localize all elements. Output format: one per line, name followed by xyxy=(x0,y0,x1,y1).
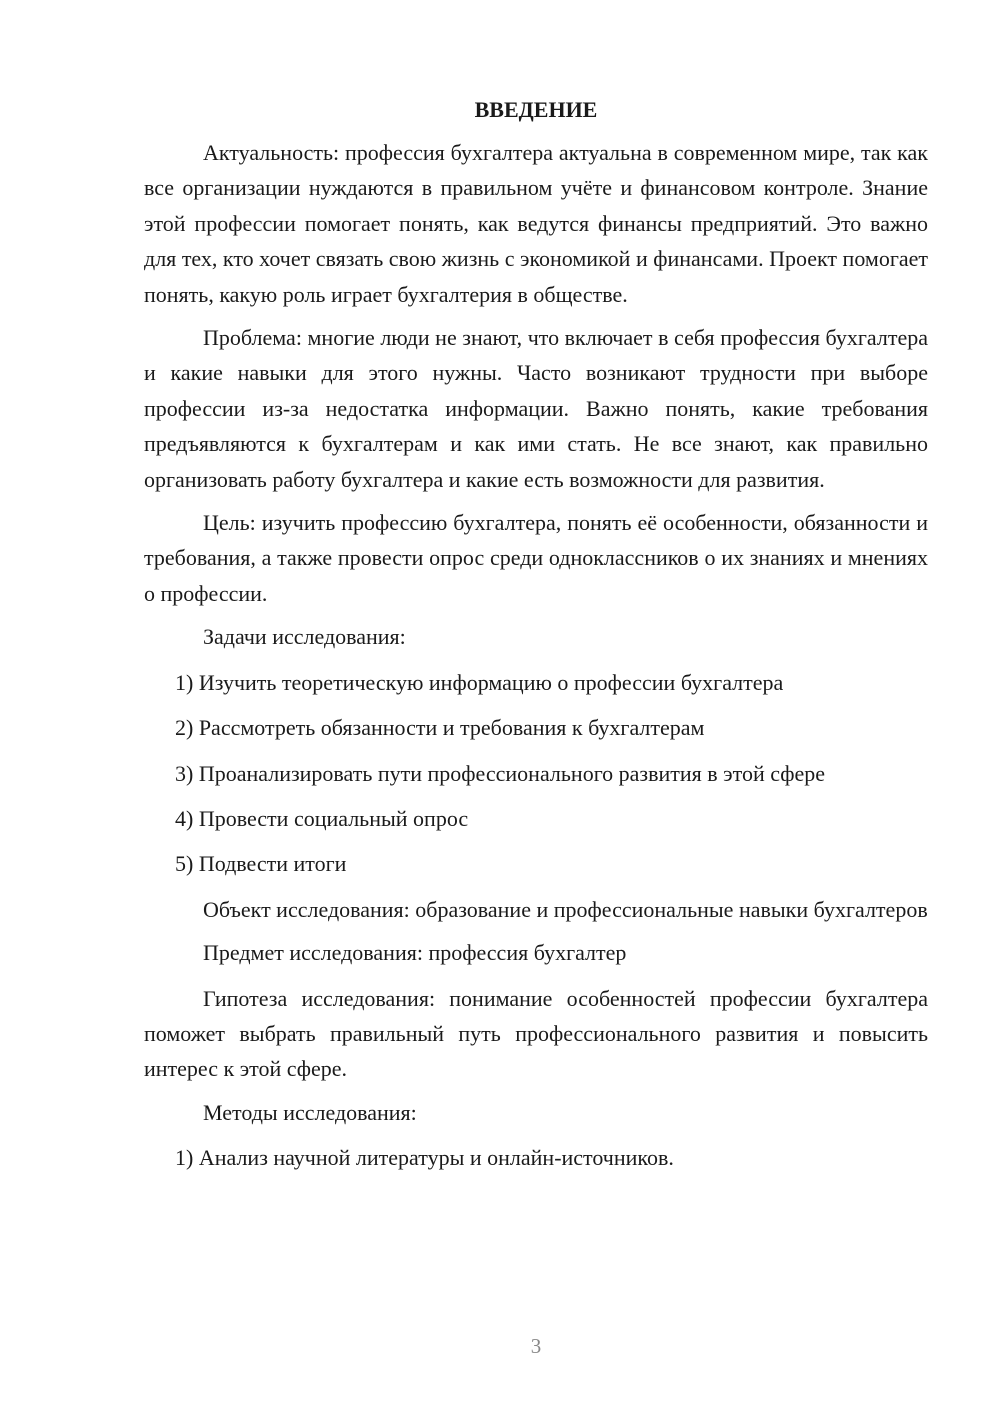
list-item: 3) Проанализировать пути профессионального развития в этой сфере xyxy=(175,760,826,786)
methods-list xyxy=(144,1140,928,1175)
object-paragraph: Объект исследования: образование и профессиональные навыки бухгалтеров xyxy=(203,896,928,922)
page-number: 3 xyxy=(530,1334,542,1358)
hypothesis-paragraph: Гипотеза исследования: понимание особенностей профессии бухгалтера поможет выбрать правильный путь профессионального развития и повысить интерес к этой сфере. xyxy=(144,985,928,1082)
list-item: 4) Провести социальный опрос xyxy=(175,805,469,831)
tasks-heading: Задачи исследования: xyxy=(203,624,406,650)
relevance-paragraph: Актуальность: профессия бухгалтера актуальна в современном мире, так как все организации нуждаются в правильном учёте и финансовом контроле. Знание этой профессии помогает понять, как ведутся финансы предприятий. Это важно для тех, кто хочет связать свою жизнь с экономикой и финансами. Проект помогает понять, какую роль играет бухгалтерия в обществе. xyxy=(144,140,928,307)
list-item: 2) Рассмотреть обязанности и требования к бухгалтерам xyxy=(175,715,705,741)
problem-paragraph: Проблема: многие люди не знают, что включает в себя профессия бухгалтера и какие навыки для этого нужны. Часто возникают трудности при выборе профессии из-за недостатка информации. Важно понять, какие требования предъявляются к бухгалтерам и как ими стать. Не все знают, как правильно организовать работу бухгалтера и какие есть возможности для развития. xyxy=(144,325,928,492)
tasks-list xyxy=(144,665,928,882)
subject-paragraph: Предмет исследования: профессия бухгалтер xyxy=(203,940,627,966)
document-page xyxy=(144,92,928,1186)
goal-paragraph: Цель: изучить профессию бухгалтера, понять её особенности, обязанности и требования, а также провести опрос среди одноклассников о их знаниях и мнениях о профессии. xyxy=(144,510,928,606)
list-item: 5) Подвести итоги xyxy=(175,851,347,877)
page-title: ВВЕДЕНИЕ xyxy=(474,97,598,122)
methods-heading: Методы исследования: xyxy=(203,1099,417,1125)
list-item: 1) Изучить теоретическую информацию о профессии бухгалтера xyxy=(175,669,784,695)
list-item: 1) Анализ научной литературы и онлайн-источников. xyxy=(175,1145,674,1171)
